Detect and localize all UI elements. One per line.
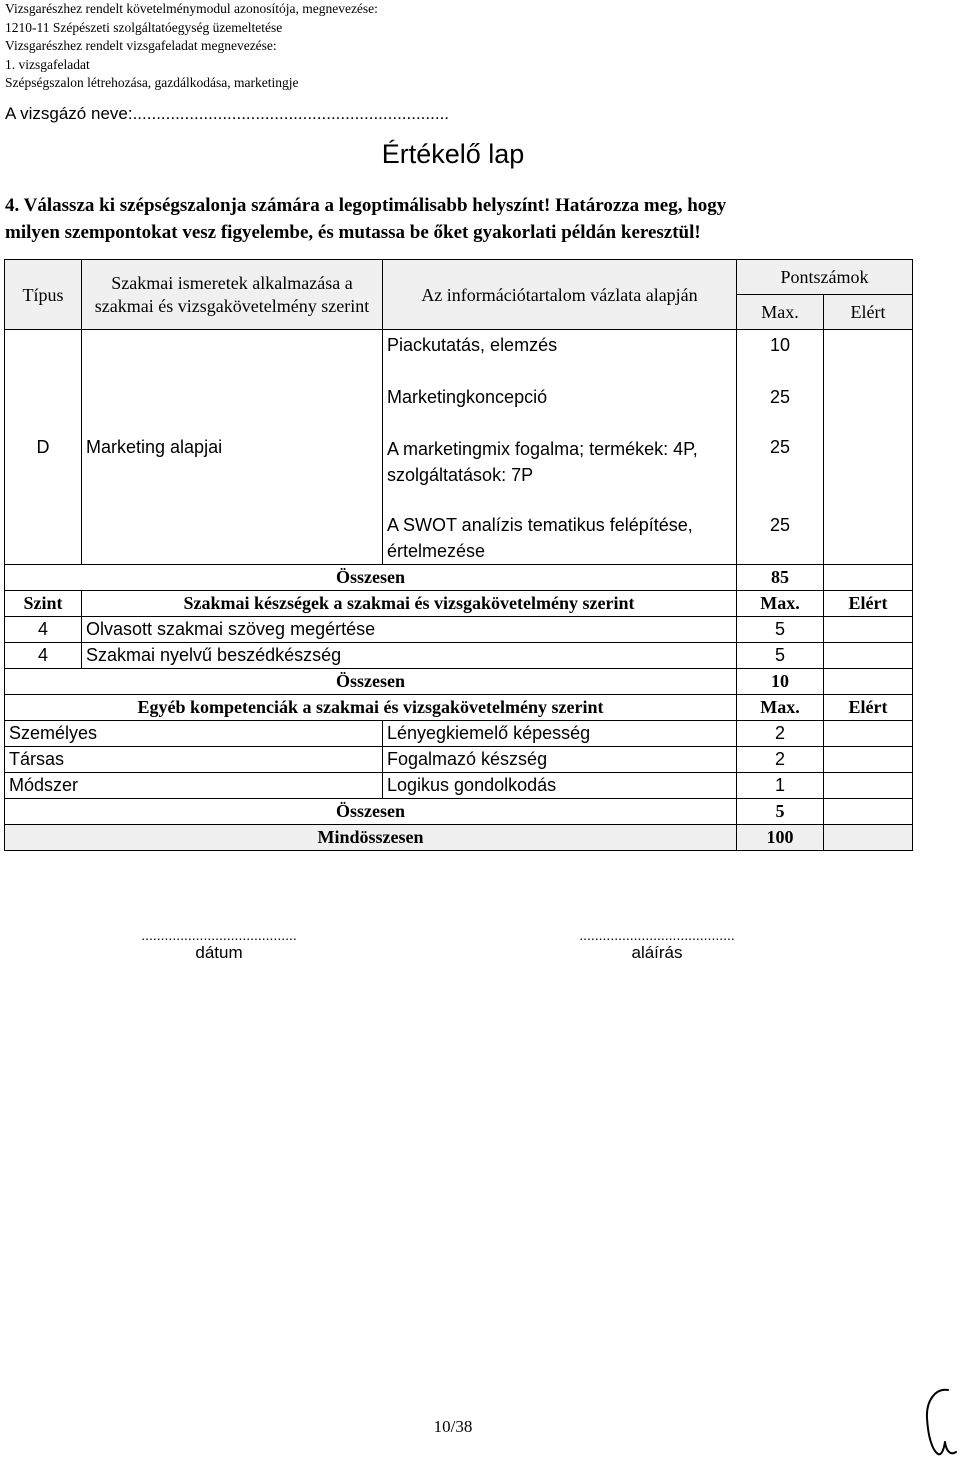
competency-category-cell: Személyes [5, 720, 383, 746]
max-points-cell: 2 [737, 746, 824, 772]
signature-dots: ........................................ [579, 927, 735, 943]
header-line: Vizsgarészhez rendelt vizsgafeladat megnevezése: [5, 38, 277, 53]
task-line-1: 4. Válassza ki szépségszalonja számára a legoptimálisabb helyszínt! Határozza meg, hogy [5, 195, 727, 216]
header-line: Szépségszalon létrehozása, gazdálkodása, marketingje [5, 75, 299, 90]
section-skill-cell: Marketing alapjai [82, 330, 383, 565]
competency-label-cell: Lényegkiemelő képesség [383, 720, 737, 746]
column-header-earned: Elért [824, 694, 913, 720]
section-title: Szakmai készségek a szakmai és vizsgakövetelmény szerint [82, 590, 737, 616]
max-points-cell: 10 [737, 330, 824, 382]
earned-points-cell[interactable] [824, 772, 913, 798]
level-cell: 4 [5, 642, 82, 668]
section-total-value: 10 [737, 668, 824, 694]
column-header-max: Max. [737, 694, 824, 720]
date-signature-block [88, 927, 350, 963]
page-title: Értékelő lap [381, 139, 525, 169]
max-points-cell: 25 [737, 382, 824, 434]
grand-total-earned[interactable] [824, 824, 913, 850]
grand-total-label: Mindösszesen [5, 824, 737, 850]
level-cell: 4 [5, 616, 82, 642]
competency-category-cell: Módszer [5, 772, 383, 798]
earned-points-cell[interactable] [824, 720, 913, 746]
section-total-value: 5 [737, 798, 824, 824]
max-points-cell: 25 [737, 434, 824, 512]
max-points-cell: 25 [737, 512, 824, 565]
competency-label-cell: Fogalmazó készség [383, 746, 737, 772]
competency-category-cell: Társas [5, 746, 383, 772]
max-points-cell: 5 [737, 642, 824, 668]
max-points-cell: 1 [737, 772, 824, 798]
handwritten-initials-icon [918, 1386, 958, 1458]
signature-block [526, 927, 788, 963]
earned-points-cell[interactable] [824, 642, 913, 668]
header-line: Vizsgarészhez rendelt követelménymodul azonosítója, megnevezése: [5, 1, 378, 16]
grand-total-value: 100 [737, 824, 824, 850]
column-header-points: Pontszámok [737, 260, 913, 295]
column-header-earned: Elért [824, 295, 913, 330]
section-total-label: Összesen [5, 668, 737, 694]
section-type-cell: D [5, 330, 82, 565]
column-header-max: Max. [737, 590, 824, 616]
earned-points-cell[interactable] [824, 330, 913, 565]
competency-label-cell: Logikus gondolkodás [383, 772, 737, 798]
signature-label: aláírás [631, 943, 683, 962]
section-total-earned[interactable] [824, 798, 913, 824]
section-total-label: Összesen [5, 564, 737, 590]
skill-label-cell: Szakmai nyelvű beszédkészség [82, 642, 737, 668]
section-title: Egyéb kompetenciák a szakmai és vizsgakövetelmény szerint [5, 694, 737, 720]
examinee-name-line: A vizsgázó neve:................................................................... [5, 104, 450, 123]
column-header-earned: Elért [824, 590, 913, 616]
section-total-value: 85 [737, 564, 824, 590]
header-line: 1210-11 Szépészeti szolgáltatóegység üzemeltetése [5, 19, 283, 35]
date-dots: ........................................ [141, 927, 297, 943]
max-points-cell: 5 [737, 616, 824, 642]
section-total-label: Összesen [5, 798, 737, 824]
info-cell: A marketingmix fogalma; termékek: 4P, szolgáltatások: 7P [383, 434, 737, 512]
earned-points-cell[interactable] [824, 746, 913, 772]
evaluation-table [4, 259, 913, 851]
max-points-cell: 2 [737, 720, 824, 746]
info-cell: Marketingkoncepció [383, 382, 737, 434]
header-line: 1. vizsgafeladat [5, 56, 90, 72]
task-description [5, 192, 905, 246]
date-label: dátum [195, 943, 243, 962]
info-cell: A SWOT analízis tematikus felépítése, értelmezése [383, 512, 737, 565]
section-total-earned[interactable] [824, 668, 913, 694]
column-header-max: Max. [737, 295, 824, 330]
info-cell: Piackutatás, elemzés [383, 330, 737, 382]
page-number: 10/38 [433, 1417, 473, 1436]
earned-points-cell[interactable] [824, 616, 913, 642]
column-header-info: Az információtartalom vázlata alapján [383, 260, 737, 330]
document-header [5, 0, 378, 93]
section-total-earned[interactable] [824, 564, 913, 590]
column-header-skill: Szakmai ismeretek alkalmazása a szakmai és vizsgakövetelmény szerint [82, 260, 383, 330]
column-header-level: Szint [5, 590, 82, 616]
task-line-2: milyen szempontokat vesz figyelembe, és mutassa be őket gyakorlati példán keresztül! [5, 222, 701, 243]
column-header-type: Típus [5, 260, 82, 330]
skill-label-cell: Olvasott szakmai szöveg megértése [82, 616, 737, 642]
